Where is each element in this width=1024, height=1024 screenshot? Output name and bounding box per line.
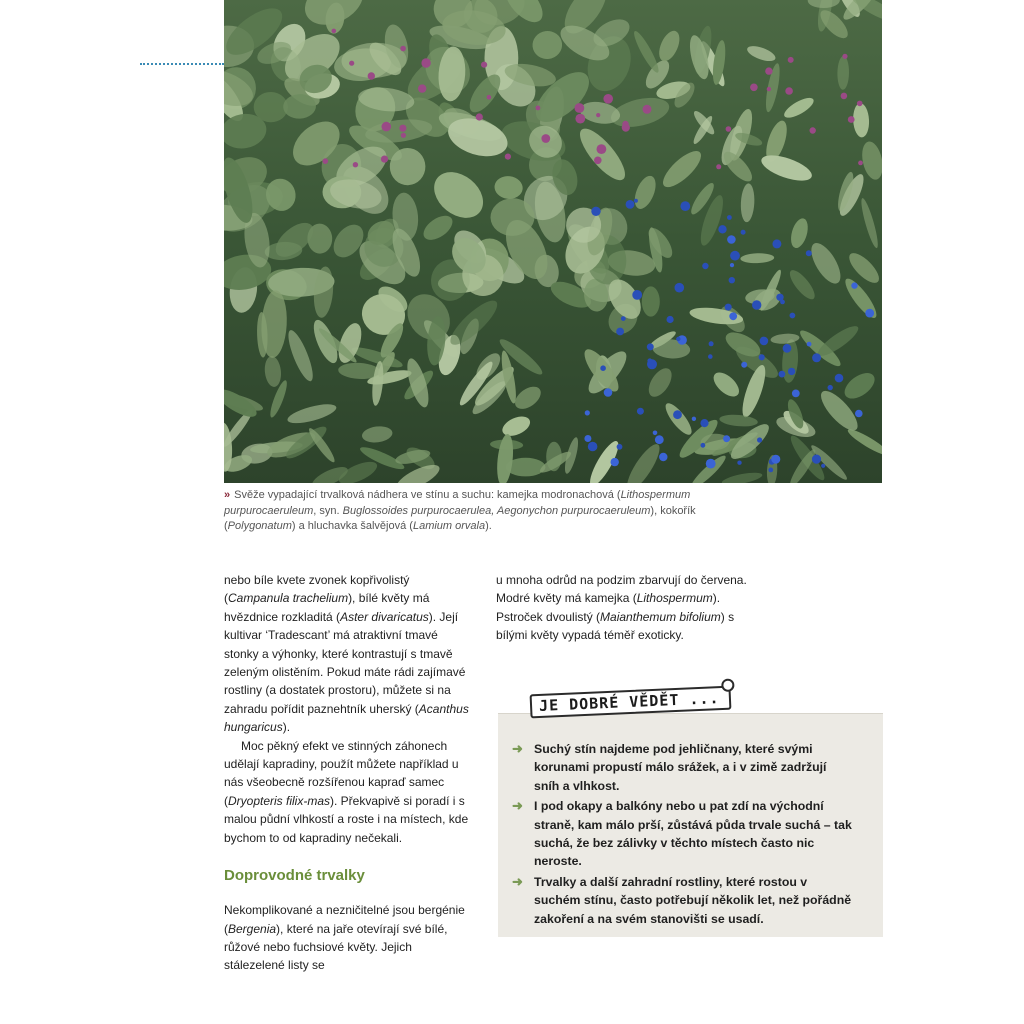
paragraph — [224, 737, 474, 847]
photo-caption — [224, 488, 764, 535]
paragraph — [224, 571, 474, 737]
paragraph-text: Moc pěkný efekt ve stinných záhonech udělají kapradiny, použít můžete například u nás všeobecně rozšířenou kapraď samec ( — [224, 738, 459, 808]
tip-item — [512, 740, 852, 795]
latin-name: Maianthemum bifolium — [600, 609, 721, 624]
paragraph-text: Nekomplikované a nezničitelné jsou bergénie ( — [224, 903, 465, 936]
paragraph-text: nebo bíle kvete zvonek kopřivolistý ( — [224, 573, 410, 606]
latin-name: Lithospermum — [636, 591, 713, 606]
dotted-rule — [140, 63, 224, 65]
tip-box-label-text: JE DOBRÉ VĚDĚT ... — [538, 689, 720, 715]
tip-list — [512, 740, 852, 930]
tip-text: Trvalky a další zahradní rostliny, které rostou v suchém stínu, často potřebují několik let, než pořádně zakoření a na svém stanovišti se usadí. — [534, 874, 852, 926]
latin-name: Polygonatum — [227, 520, 292, 532]
pin-icon — [721, 678, 735, 692]
latin-name: Bergenia — [228, 921, 277, 936]
latin-name: Campanula trachelium — [228, 591, 349, 606]
latin-name: Aster divaricatus — [340, 609, 429, 624]
left-paragraphs — [224, 571, 474, 847]
left-column — [224, 571, 474, 975]
arrow-icon: ➜ — [512, 798, 523, 814]
right-column — [496, 571, 756, 645]
caption-text: ) a hluchavka šalvějová ( — [291, 520, 413, 532]
arrow-icon: ➜ — [512, 741, 523, 756]
tip-item — [512, 873, 852, 928]
tip-text: I pod okapy a balkóny nebo u pat zdí na východní straně, kam málo prší, zůstává půda trvale suchá – tak suchá, že bez zálivky v těchto místech často nic neroste. — [534, 799, 852, 869]
tip-item — [512, 797, 852, 871]
paragraph-text: ). — [282, 720, 291, 735]
paragraph-text: ), bílé květy má hvězdnice rozkladitá ( — [224, 591, 430, 624]
latin-name: Lithospermum purpurocaeruleum — [224, 489, 691, 517]
arrow-icon: ➜ — [512, 873, 523, 889]
latin-name: Lamium orvala — [412, 520, 486, 532]
paragraph-text: ), které na jaře otevírají své bílé, růžové nebo fuchsiové květy. Jejich stálezelené listy se — [224, 921, 448, 973]
caption-text: Svěže vypadající trvalková nádhera ve stínu a suchu: kamejka modronachová ( — [234, 489, 621, 501]
caption-text: ). — [485, 520, 492, 532]
paragraph-text: ) s bílými květy vypadá téměř exoticky. — [496, 609, 735, 643]
paragraph-text: ). Pstroček dvoulistý ( — [496, 591, 721, 624]
caption-text — [224, 489, 696, 532]
paragraph-text: ). Překvapivě si poradí i s malou půdní vlhkostí a roste i na místech, kde bychom to od kapradiny nečekali. — [224, 793, 469, 845]
right-paragraphs — [496, 571, 756, 645]
caption-text: , syn. — [313, 504, 343, 517]
paragraph — [224, 901, 474, 975]
left-paragraphs-after — [224, 901, 474, 975]
latin-name: Dryopteris filix-mas — [228, 793, 331, 808]
caption-marker: » — [224, 489, 231, 501]
paragraph-text: u mnoha odrůd na podzim zbarvují do červena. Modré květy má kamejka ( — [496, 573, 747, 606]
garden-photo — [224, 0, 882, 483]
paragraph-text: ). Její kultivar ‘Tradescant’ má atraktivní tmavé stonky a výhonky, které kontrastují s tmavě zeleným olistěním. Pokud máte rádi zajímavé rostliny (a dostatek prostoru), můžete si na zahradu pořídit paznehtník uherský ( — [224, 609, 466, 716]
section-heading: Doprovodné trvalky — [224, 867, 365, 885]
caption-text: ), kokořík ( — [224, 504, 696, 532]
paragraph — [496, 571, 756, 645]
latin-name: Acanthus hungaricus — [224, 701, 469, 735]
latin-name: Buglossoides purpurocaerulea, Aegonychon purpurocaeruleum — [342, 504, 651, 517]
tip-text: Suchý stín najdeme pod jehličnany, které svými korunami propustí málo srážek, a i v zimě zadržují sníh a vlhkost. — [534, 742, 827, 793]
